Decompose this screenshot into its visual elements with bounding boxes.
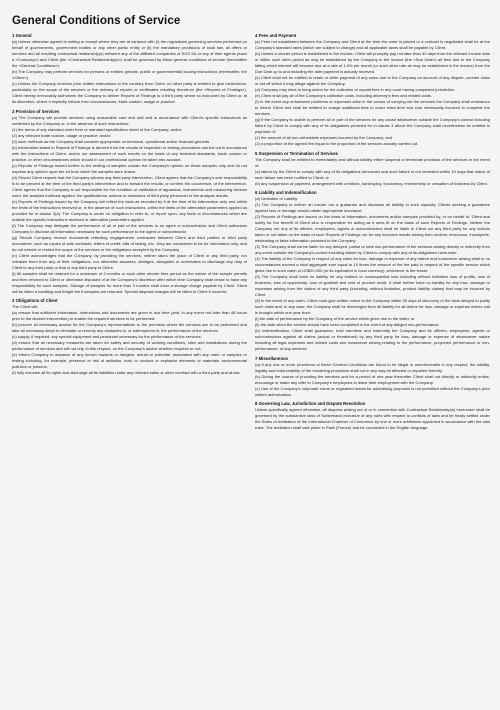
clause-text: (c) Use of the Company's corporate name or registered marks for advertising purposes is not permitted without the Company's prior written authorization. [255, 385, 490, 397]
clause-text: (c) Client shall not be entitled to retain or defer payment of any sums due to the Company on account of any dispute, counter claim or set off which it may allege against the Company. [255, 75, 490, 86]
clause-text: (b) The Company may perform services for persons or entities (private, public or governmental) issuing instructions (hereinafter, the «Client»). [12, 69, 247, 80]
clause-text: (1) the amount of all non-refundable expenses incurred by the Company; and [255, 135, 393, 140]
clause-text: (3) The Company shall not be liable for any delayed, partial or total non-performance of the services arising directly or indirectly from any event outside the Company's control including failure by Client to comply with any of its obligations hereunder. [255, 244, 490, 256]
clause-text: (2) a proportion of the agreed fee equal to the proportion of the services actually carried out. [255, 141, 419, 146]
clause-text: (b) Unless a shorter period is established in the invoice, Client will promptly pay not later than 30 days from the relevant invoice date or within such other period as may be established by the Company in the invoice (the «Due Date») all fees due to the Company failing which interest will become due at a rate of 1.5% per month (or such other rate as may be established in the invoice) from the Due Date up to and including the date payment is actually received. [255, 51, 490, 74]
clause-text: The Client will: [12, 304, 39, 310]
clause-text: (e) Reports of Findings issued by the Company will reflect the facts as recorded by it at the time of its intervention only and within the limits of the instructions received or, in the absence of such instructions, within the limits of the alternative parameters applied as provided for in clause 2(a). The Company is under no obligation to refer to, or report upon, any facts or circumstances which are outside the specific instructions received or alternative parameters applied. [12, 198, 247, 222]
clause-text: (1) The Company is neither an insurer nor a guarantor and disclaims all liability in such capacity. Clients seeking a guarantee against loss or damage should obtain appropriate insurance. [255, 202, 490, 214]
clause-text: (3) such methods as the Company shall consider appropriate on technical, operational and/or financial grounds. [12, 138, 211, 144]
clause-text: (b) Indemnification: Client shall guarantee, hold harmless and indemnify the Company and its officers, employees, agents or subcontractors against all claims (actual or threatened) by any third party for loss, damage or expense of whatsoever nature including all legal expenses and related costs and howsoever arising relating to the performance, purported performance or non-performance, of any services. [255, 328, 490, 352]
clause-text: (d) Company may elect to bring action for the collection of unpaid fees in any court having competent jurisdiction. [255, 87, 456, 92]
clause-text: (b) any suspension of payment, arrangement with creditors, bankruptcy, insolvency, receivership or cessation of business by Client. [255, 180, 488, 186]
clause-text: (c) Unless the Company receives prior written instructions to the contrary from Client, no other party is entitled to give instructions, particularly on the scope of the services or the delivery of reports or certificates resulting therefrom (the «Reports of Findings»). Client hereby irrevocably authorizes the Company to deliver Reports of Findings to a third party where so instructed by Client or, at its discretion, where it implicitly follows from circumstances, trade custom, usage or practice. [12, 81, 247, 104]
section [255, 401, 490, 431]
section-heading: 1 General [12, 33, 32, 38]
document-title: General Conditions of Service [12, 14, 181, 27]
left-column [12, 33, 247, 435]
right-column [255, 33, 490, 435]
section [255, 33, 490, 147]
section [12, 109, 247, 295]
clause-text: (a) ensure that sufficient information, instructions and documents are given in due time (and, in any event not later than 48 hours prior to the desired intervention) to enable the required services to be performed; [12, 310, 247, 322]
clause-text: (a) Limitation of Liability: [255, 196, 299, 202]
clause-text: (a) The Company will provide services using reasonable care and skill and in accordance with Client's specific instructions as confirmed by the Company or, in the absence of such instructions: [12, 114, 247, 126]
clause-text: (a) failure by the Client to comply with any of its obligations hereunder and such failure is not remedied within 10 days that notice of such failure has been notified to Client; or [255, 168, 490, 180]
clause-text: (d) ensure that all necessary measures are taken for safety and security of working conditions, sites and installations during the performance of services and will not rely, in this respect, on the Company's advice whether required or not; [12, 340, 247, 352]
clause-text: (i) the date of performance by the Company of the service which gives rise to the claim; or [255, 316, 415, 322]
clause-text: (g) Should Company receive documents reflecting engagements contracted between Client and third parties or third party documents, such as copies of sale contracts, letters of credit, bills of lading, etc., they are considered to be for information only, and do not extend or restrict the scope of the services or the obligations accepted by the Company. [12, 234, 247, 252]
section-heading: 8 Governing Law, Jurisdiction and Dispute Resolution [255, 401, 366, 407]
clause-text: (2) any relevant trade custom, usage or practice; and/or [12, 132, 111, 138]
section [255, 190, 490, 352]
clause-text: (2) Reports of Findings are issued on the basis of information, documents and/or samples provided by, or on behalf of, Client and solely for the benefit of Client who is responsible for acting as it sees fit on the basis of such Reports of Findings. Neither the Company nor any of its officers, employees, agents or subcontractors shall be liable to Client nor any third party for any actions taken or not taken on the basis of such Reports of Findings nor for any incorrect results arising from unclear, erroneous, incomplete, misleading or false information provided to the Company. [255, 214, 490, 244]
clause-text: (f) The Company may delegate the performance of all or part of the services to an agent or subcontractor and Client authorizes Company to disclose all information necessary for such performance to the agent or subcontractor. [12, 222, 247, 234]
section-heading: 6 Liability and Indemnification [255, 190, 317, 196]
clause-text: (h) Client acknowledges that the Company, by providing the services, neither takes the place of Client or any third party, nor releases them from any of their obligations, nor otherwise assumes, abridges, abrogates or undertakes to discharge any duty of Client to any third party or that of any third party to Client. [12, 252, 247, 270]
clause-text: (a) If any one or more provisions of these General Conditions are found to be illegal or unenforceable in any respect, the validity, legality and enforceability of the remaining provisions shall not in any way be affected or impaired thereby. [255, 361, 490, 373]
clause-text: (ii) the date when the service should have been completed in the event of any alleged non-performance. [255, 322, 440, 328]
clause-text: (a) Unless otherwise agreed in writing or except where they are at variance with (i) the regulations governing services performed on behalf of governments, government bodies or any other public entity or (ii) the mandatory provisions of local law, all offers or services and all resulting contractual relationship(s) between any of the affiliated companies of SGS SA or any of their agents (each a «Company») and Client (the «Contractual Relationship(s)») shall be governed by these general conditions of service (hereinafter the «General Conditions»). [12, 39, 247, 68]
clause-text: (d) Should Client request that the Company witness any third party intervention, Client agrees that the Company's sole responsibility is to be present at the time of the third party's intervention and to forward the results, or confirm the occurrence, of the intervention. Client agrees that the Company is not responsible for the condition or calibration of apparatus, instruments and measuring devices used, the analysis methods applied, the qualifications, actions or omissions of third party personnel or the analysis results. [12, 174, 247, 198]
clause-text: (e) Client shall pay all of the Company's collection costs, including attorney's fees and related costs. [255, 93, 432, 98]
clause-text: (c) supply, if required, any special equipment and personnel necessary for the performance of the services; [12, 334, 202, 340]
clause-text: The Company shall be entitled to immediately and without liability either suspend or terminate provision of the services in the event of: [255, 156, 490, 168]
clause-text: (f) fully exercise all its rights and discharge all its liabilities under any relevant sales or other contract with a third party and at law. [12, 370, 241, 376]
clause-text: (b) procure all necessary access for the Company's representatives to the premises where the services are to be performed and take all necessary steps to eliminate or remedy any obstacles to, or interruptions in, the performance of the services; [12, 322, 247, 334]
section [12, 33, 247, 105]
clause-text: (e) inform Company in advance of any known hazards or dangers, actual or potential, associated with any order or samples or testing including, for example, presence or risk of radiation, toxic or noxious or explosive elements or materials, environmental pollution or poisons; [12, 352, 247, 370]
clause-text: (4) The liability of the Company in respect of any claim for loss, damage or expense of any nature and howsoever arising shall in no circumstances exceed a total aggregate sum equal to 10 times the amount of the fee paid in respect of the specific service which gives rise to such claim or US$20,000 (or its equivalent in local currency), whichever is the lesser. [255, 256, 490, 274]
section [255, 356, 490, 398]
section [12, 298, 247, 376]
clause-text: (6) In the event of any claim, Client must give written notice to the Company within 30 days of discovery of the facts alleged to justify such claim and, in any case, the Company shall be discharged from all liability for all claims for loss, damage or expense unless suit is brought within one year from: [255, 298, 490, 316]
section-heading: 2 Provision of Services [12, 108, 60, 114]
section-heading: 5 Suspension or Termination of Services [255, 150, 339, 156]
clause-text: (1) the terms of any standard order form or standard specification sheet of the Company; and/or [12, 126, 182, 132]
clause-text: (c) Reports of Findings issued further to the testing of samples contain the Company's opinion on those samples only and do not express any opinion upon the lot from which the samples were drawn. [12, 162, 247, 174]
clause-text: (a) Fees not established between the Company and Client at the time the order is placed or a contract is negotiated shall be at the Company's standard rates (which are subject to change) and all applicable taxes shall be payable by Client. [255, 39, 490, 50]
clause-text: (f) In the event any unforeseen problems or expenses arise in the course of carrying out the services the Company shall endeavour to inform Client and shall be entitled to charge additional fees to cover extra time and cost necessarily incurred to complete the services. [255, 99, 490, 116]
clause-text: (b) During the course of providing the services and for a period of one year thereafter Client shall not directly or indirectly entice, encourage or make any offer to Company's employees to leave their employment with the Company. [255, 373, 490, 385]
clause-text: (5) The Company shall have no liability for any indirect or consequential loss including without limitation loss of profits, loss of business, loss of opportunity, loss of goodwill and cost of product recall. It shall further have no liability for any loss, damage or expenses arising from the claims of any third party (including, without limitation, product liability claims) that may be incurred by Client. [255, 274, 490, 298]
clause-text: Unless specifically agreed otherwise, all disputes arising out of or in connection with Contractual Relationship(s) hereunder shall be governed by the substantive laws of Switzerland exclusive of any rules with respect to conflicts of laws and be finally settled under the Rules of Arbitration of the International Chamber of Commerce by one or more arbitrators appointed in accordance with the said rules. The arbitration shall take place in Paris (France) and be conducted in the English language. [255, 407, 490, 431]
clause-text: (i) All samples shall be retained for a maximum of 3 months or such other shorter time period as the nature of the sample permits and then returned to Client or otherwise disposed of at the Company's discretion after which time Company shall cease to have any responsibility for such samples. Storage of samples for more than 3 months shall incur a storage charge payable by Client. Client will be billed a handling and freight fee if samples are returned. Special disposal charges will be billed to Client if incurred. [12, 270, 247, 294]
columns [12, 33, 490, 435]
section-heading: 3 Obligations of Client [12, 298, 58, 304]
clause-text: (b) Information stated in Reports of Findings is derived from the results of inspection or testing procedures carried out in accordance with the instructions of Client, and/or our assessment of such results on the basis of any technical standards, trade custom or practice, or other circumstances which should in our professional opinion be taken into account. [12, 144, 247, 162]
section [255, 151, 490, 187]
section-heading: 7 Miscellaneous [255, 355, 288, 361]
section-heading: 4 Fees and Payment [255, 33, 297, 38]
clause-text: (g) If the Company is unable to perform all or part of the services for any cause whatsoever outside the Company's control including failure by Client to comply with any of its obligations provided for in clause 3 above the Company shall nevertheless be entitled to payment of: [255, 117, 490, 134]
